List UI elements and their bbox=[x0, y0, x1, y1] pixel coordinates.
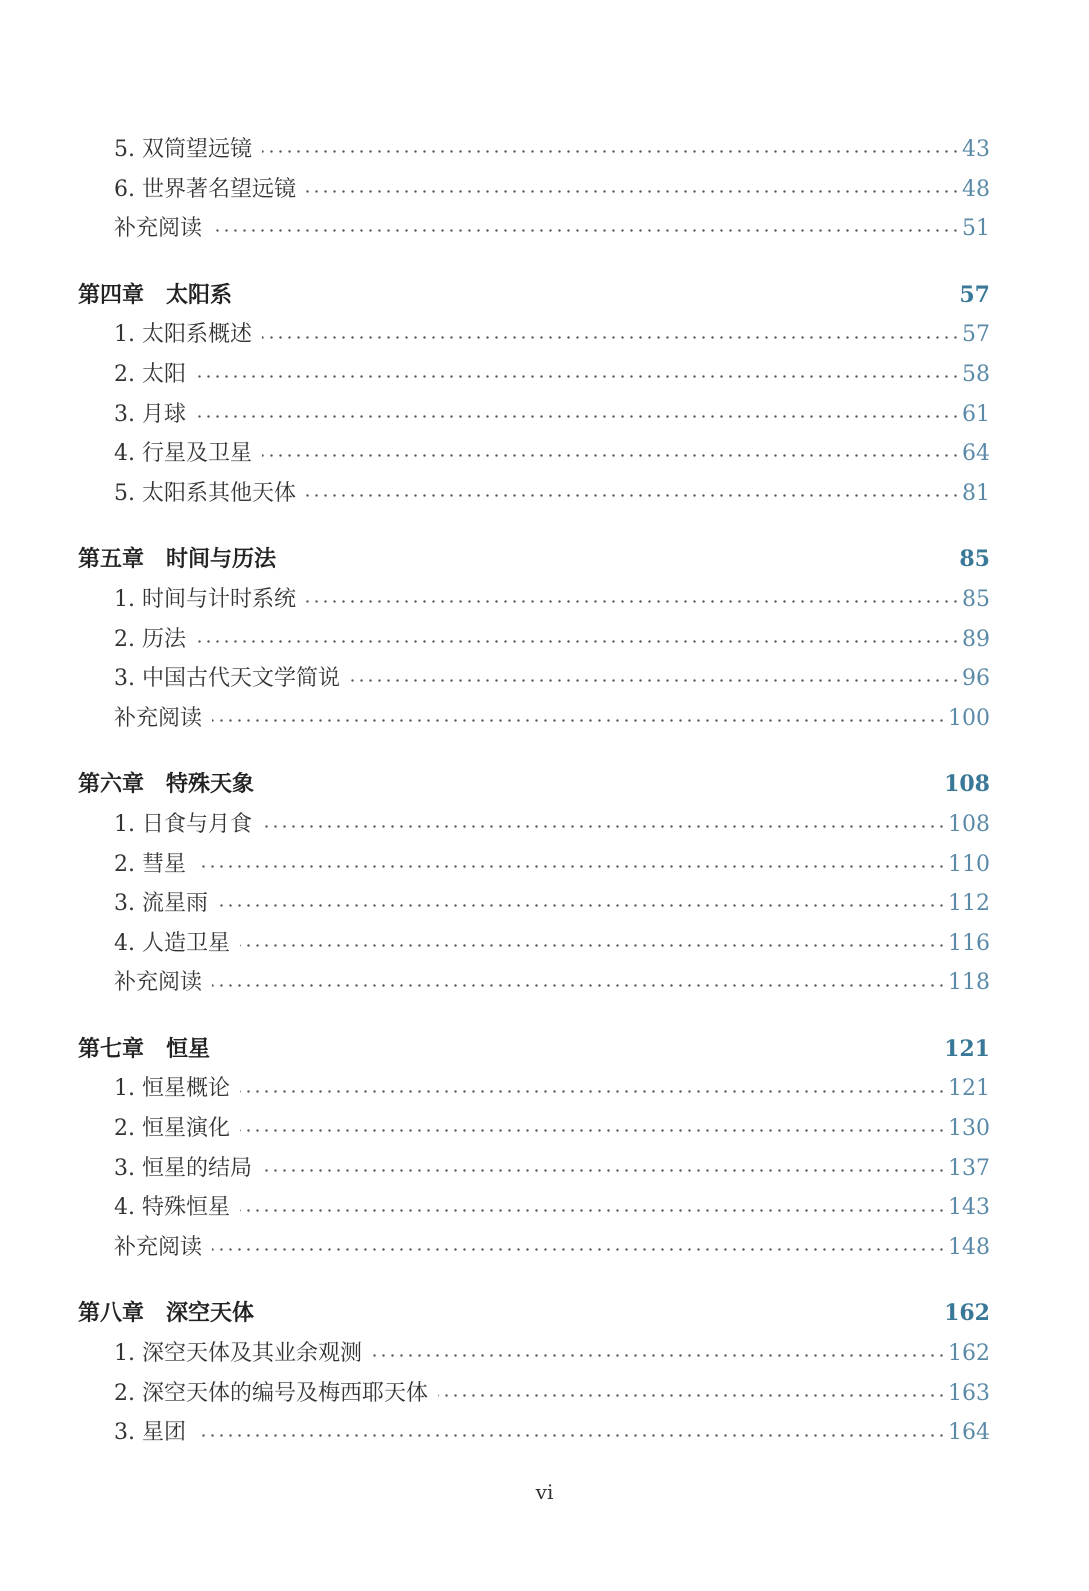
toc-entry[interactable] bbox=[78, 620, 990, 660]
toc-entry-label: 2. 太阳 bbox=[114, 361, 186, 387]
dot-leader bbox=[240, 1129, 946, 1132]
toc-entry-label: 1. 时间与计时系统 bbox=[114, 586, 296, 612]
toc-entry[interactable] bbox=[78, 395, 990, 435]
toc-entry-page-number: 85 bbox=[962, 586, 990, 612]
toc-entry[interactable] bbox=[78, 130, 990, 170]
dot-leader bbox=[262, 454, 960, 457]
toc-entry[interactable] bbox=[78, 209, 990, 249]
section-spacer bbox=[78, 1003, 990, 1030]
toc-entry[interactable] bbox=[78, 1109, 990, 1149]
chapter-heading[interactable] bbox=[78, 1030, 990, 1070]
toc-entry[interactable] bbox=[78, 845, 990, 885]
toc-entry-label: 6. 世界著名望远镜 bbox=[114, 176, 296, 202]
section-spacer bbox=[78, 513, 990, 540]
toc-entry-label: 3. 流星雨 bbox=[114, 891, 208, 917]
toc-entry-page-number: 137 bbox=[948, 1155, 990, 1181]
dot-leader bbox=[372, 1354, 946, 1357]
toc-entry[interactable] bbox=[78, 1334, 990, 1374]
toc-entry[interactable] bbox=[78, 1413, 990, 1453]
chapter-number: 第七章 bbox=[78, 1035, 145, 1062]
chapter-number: 第四章 bbox=[78, 281, 145, 308]
chapter-number: 第八章 bbox=[78, 1300, 145, 1327]
dot-leader bbox=[306, 494, 960, 497]
toc-entry-label: 2. 彗星 bbox=[114, 851, 186, 877]
toc-entry-page-number: 162 bbox=[948, 1341, 990, 1367]
toc-entry-label: 3. 恒星的结局 bbox=[114, 1155, 252, 1181]
chapter-number: 第六章 bbox=[78, 771, 145, 798]
toc-entry-page-number: 81 bbox=[962, 480, 990, 506]
chapter-title: 时间与历法 bbox=[166, 546, 277, 573]
toc-entry-label: 2. 历法 bbox=[114, 626, 186, 652]
section-spacer bbox=[78, 249, 990, 276]
chapter-heading[interactable] bbox=[78, 1294, 990, 1334]
toc-entry-label: 2. 深空天体的编号及梅西耶天体 bbox=[114, 1380, 428, 1406]
toc-entry-label: 3. 星团 bbox=[114, 1420, 186, 1446]
toc-entry[interactable] bbox=[78, 474, 990, 514]
toc-entry[interactable] bbox=[78, 659, 990, 699]
toc-entry[interactable] bbox=[78, 699, 990, 739]
toc-entry-page-number: 57 bbox=[962, 322, 990, 348]
section-spacer bbox=[78, 738, 990, 765]
toc-entry[interactable] bbox=[78, 1374, 990, 1414]
toc-entry-page-number: 163 bbox=[948, 1380, 990, 1406]
section-spacer bbox=[78, 1267, 990, 1294]
toc-entry-page-number: 143 bbox=[948, 1195, 990, 1221]
chapter-page-number: 162 bbox=[944, 1300, 990, 1327]
toc-entry-label: 2. 恒星演化 bbox=[114, 1116, 230, 1142]
toc-entry[interactable] bbox=[78, 315, 990, 355]
chapter-title: 太阳系 bbox=[166, 281, 233, 308]
toc-entry[interactable] bbox=[78, 1069, 990, 1109]
chapter-page-number: 57 bbox=[959, 281, 990, 308]
toc-entry-page-number: 58 bbox=[962, 361, 990, 387]
toc-entry[interactable] bbox=[78, 355, 990, 395]
toc-entry-label: 补充阅读 bbox=[114, 1234, 203, 1260]
dot-leader bbox=[306, 600, 960, 603]
chapter-page-number: 108 bbox=[944, 771, 990, 798]
dot-leader bbox=[196, 1434, 946, 1437]
toc-entry-label: 5. 双筒望远镜 bbox=[114, 137, 252, 162]
dot-leader bbox=[262, 336, 960, 339]
dot-leader bbox=[262, 1169, 946, 1172]
toc-entry-label: 4. 行星及卫星 bbox=[114, 441, 252, 467]
page-folio: vi bbox=[535, 1480, 554, 1504]
chapter-heading[interactable] bbox=[78, 765, 990, 805]
toc-entry-label: 补充阅读 bbox=[114, 970, 203, 996]
toc-entry-page-number: 112 bbox=[948, 891, 990, 917]
toc-entry-label: 1. 太阳系概述 bbox=[114, 322, 252, 348]
dot-leader bbox=[196, 415, 960, 418]
dot-leader bbox=[240, 944, 946, 947]
toc-entry-page-number: 130 bbox=[948, 1116, 990, 1142]
toc-entry-label: 3. 中国古代天文学简说 bbox=[114, 666, 340, 692]
toc-entry-page-number: 43 bbox=[962, 137, 990, 162]
toc-entry-page-number: 108 bbox=[948, 811, 990, 837]
toc-entry[interactable] bbox=[78, 924, 990, 964]
toc-entry[interactable] bbox=[78, 1149, 990, 1189]
table-of-contents bbox=[78, 130, 990, 1453]
toc-entry[interactable] bbox=[78, 1188, 990, 1228]
dot-leader bbox=[240, 1209, 946, 1212]
dot-leader bbox=[438, 1394, 946, 1397]
toc-entry-page-number: 121 bbox=[948, 1076, 990, 1102]
toc-entry-page-number: 118 bbox=[948, 970, 990, 996]
toc-entry-page-number: 164 bbox=[948, 1420, 990, 1446]
dot-leader bbox=[240, 1090, 946, 1093]
toc-entry-label: 补充阅读 bbox=[114, 705, 203, 731]
dot-leader bbox=[212, 984, 946, 987]
toc-entry[interactable] bbox=[78, 963, 990, 1003]
dot-leader bbox=[218, 904, 946, 907]
toc-entry[interactable] bbox=[78, 580, 990, 620]
toc-entry-page-number: 61 bbox=[962, 401, 990, 427]
toc-entry-label: 补充阅读 bbox=[114, 216, 203, 242]
toc-entry-page-number: 110 bbox=[948, 851, 990, 877]
toc-entry[interactable] bbox=[78, 170, 990, 210]
toc-entry-label: 1. 深空天体及其业余观测 bbox=[114, 1341, 362, 1367]
toc-entry-page-number: 148 bbox=[948, 1234, 990, 1260]
toc-entry-label: 3. 月球 bbox=[114, 401, 186, 427]
toc-entry[interactable] bbox=[78, 434, 990, 474]
chapter-page-number: 85 bbox=[959, 546, 990, 573]
chapter-heading[interactable] bbox=[78, 276, 990, 316]
toc-entry-label: 4. 人造卫星 bbox=[114, 930, 230, 956]
dot-leader bbox=[262, 150, 960, 153]
dot-leader bbox=[212, 1248, 946, 1251]
toc-entry-page-number: 100 bbox=[948, 705, 990, 731]
dot-leader bbox=[306, 190, 960, 193]
toc-entry-page-number: 96 bbox=[962, 666, 990, 692]
toc-entry[interactable] bbox=[78, 805, 990, 845]
toc-entry-page-number: 116 bbox=[948, 930, 990, 956]
toc-entry-page-number: 89 bbox=[962, 626, 990, 652]
toc-entry[interactable] bbox=[78, 1228, 990, 1268]
dot-leader bbox=[196, 375, 960, 378]
toc-entry[interactable] bbox=[78, 884, 990, 924]
dot-leader bbox=[196, 640, 960, 643]
toc-entry-label: 1. 恒星概论 bbox=[114, 1076, 230, 1102]
chapter-title: 深空天体 bbox=[166, 1300, 255, 1327]
toc-entry-label: 4. 特殊恒星 bbox=[114, 1195, 230, 1221]
dot-leader bbox=[212, 719, 946, 722]
chapter-heading[interactable] bbox=[78, 540, 990, 580]
chapter-number: 第五章 bbox=[78, 546, 145, 573]
dot-leader bbox=[350, 679, 960, 682]
dot-leader bbox=[212, 229, 960, 232]
dot-leader bbox=[262, 825, 946, 828]
dot-leader bbox=[196, 865, 946, 868]
toc-entry-label: 5. 太阳系其他天体 bbox=[114, 480, 296, 506]
toc-entry-page-number: 51 bbox=[962, 216, 990, 242]
chapter-title: 恒星 bbox=[166, 1035, 211, 1062]
chapter-title: 特殊天象 bbox=[166, 771, 255, 798]
chapter-page-number: 121 bbox=[944, 1035, 990, 1062]
toc-entry-label: 1. 日食与月食 bbox=[114, 811, 252, 837]
toc-entry-page-number: 64 bbox=[962, 441, 990, 467]
toc-entry-page-number: 48 bbox=[962, 176, 990, 202]
